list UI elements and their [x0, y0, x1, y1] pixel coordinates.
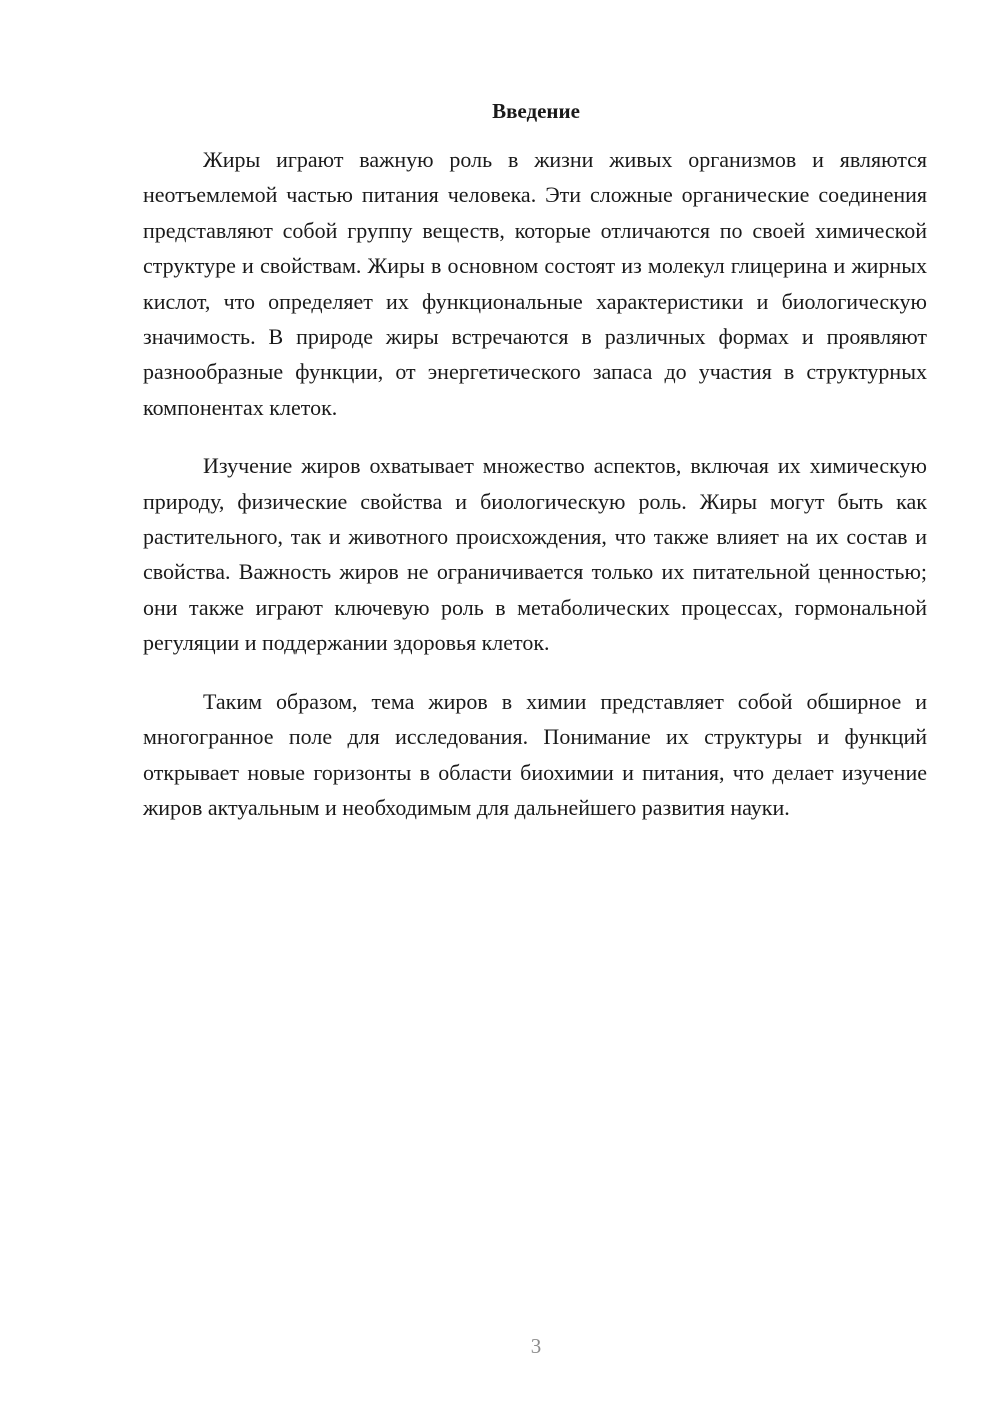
paragraph-1: Жиры играют важную роль в жизни живых организмов и являются неотъемлемой частью питания человека. Эти сложные органические соединения представляют собой группу веществ, которые отличаются по своей химической структуре и свойствам. Жиры в основном состоят из молекул глицерина и жирных кислот, что определяет их функциональные характеристики и биологическую значимость. В природе жиры встречаются в различных формах и проявляют разнообразные функции, от энергетического запаса до участия в структурных компонентах клеток.: [143, 147, 927, 420]
paragraph-3: Таким образом, тема жиров в химии представляет собой обширное и многогранное поле для исследования. Понимание их структуры и функций открывает новые горизонты в области биохимии и питания, что делает изучение жиров актуальным и необходимым для дальнейшего развития науки.: [143, 688, 927, 820]
body-text: [143, 142, 927, 848]
paragraph-2: Изучение жиров охватывает множество аспектов, включая их химическую природу, физические свойства и биологическую роль. Жиры могут быть как растительного, так и животного происхождения, что также влияет на их состав и свойства. Важность жиров не ограничивается только их питательной ценностью; они также играют ключевую роль в метаболических процессах, гормональной регуляции и поддержании здоровья клеток.: [143, 453, 927, 656]
section-heading: Введение: [492, 99, 580, 123]
page-number: 3: [530, 1334, 542, 1358]
